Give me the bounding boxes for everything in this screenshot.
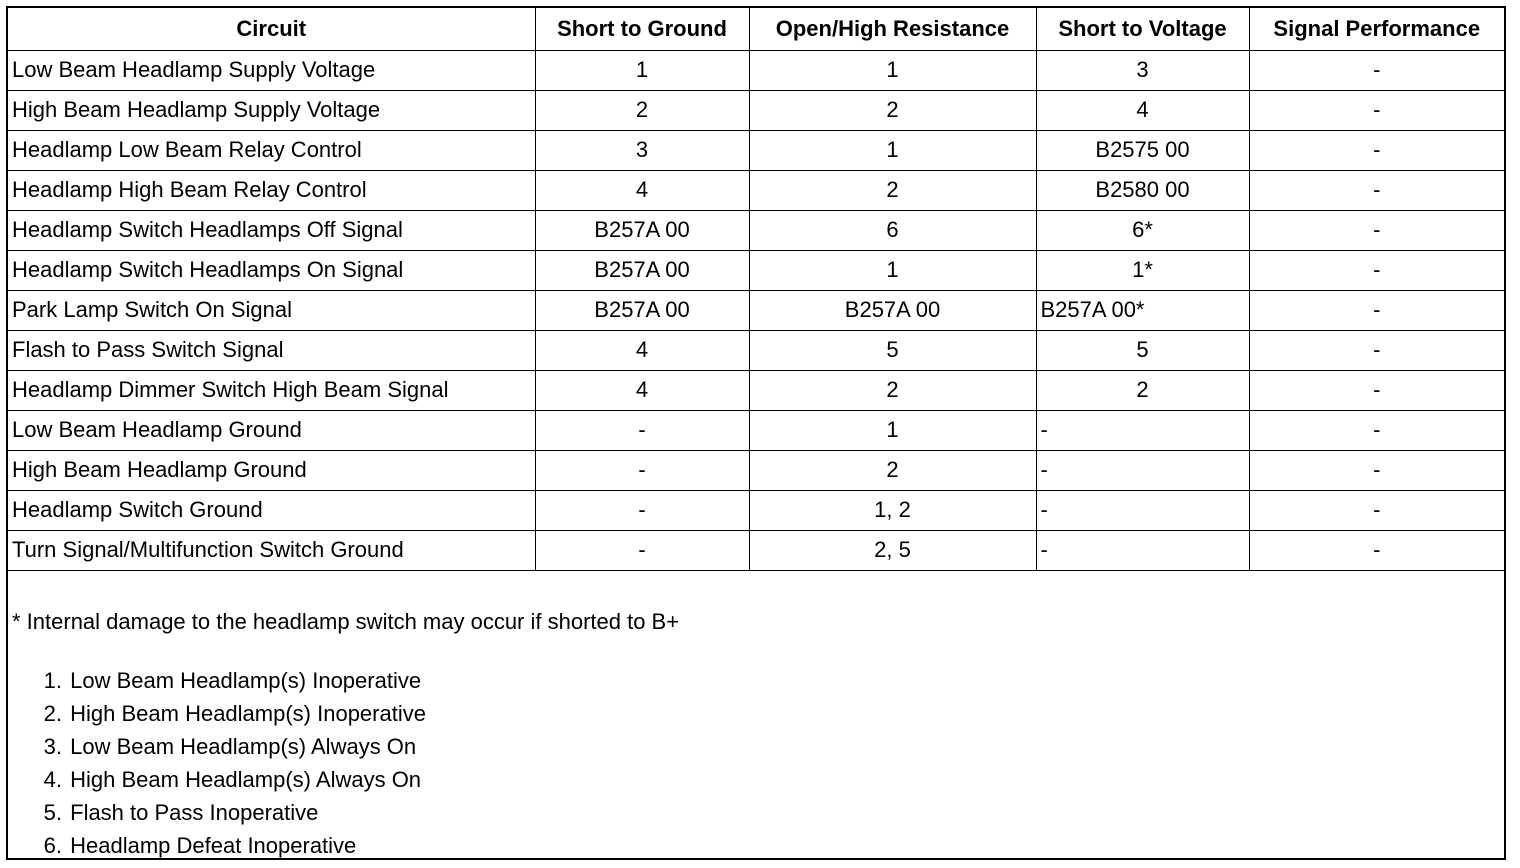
table-row bbox=[8, 130, 1504, 170]
legend-number: 5. bbox=[43, 800, 62, 825]
circuit-cell: Turn Signal/Multifunction Switch Ground bbox=[8, 530, 535, 570]
legend-text: High Beam Headlamp(s) Always On bbox=[70, 767, 422, 792]
table-row bbox=[8, 370, 1504, 410]
signal-performance-cell: - bbox=[1249, 130, 1504, 170]
circuit-cell: Headlamp Dimmer Switch High Beam Signal bbox=[8, 370, 535, 410]
table-row bbox=[8, 330, 1504, 370]
short-to-voltage-cell: B2575 00 bbox=[1036, 130, 1249, 170]
signal-performance-cell: - bbox=[1249, 410, 1504, 450]
signal-performance-cell: - bbox=[1249, 50, 1504, 90]
circuit-cell: Low Beam Headlamp Ground bbox=[8, 410, 535, 450]
legend-text: Headlamp Defeat Inoperative bbox=[70, 833, 357, 858]
table-body bbox=[8, 50, 1504, 570]
short-to-ground-cell: 4 bbox=[535, 170, 749, 210]
table-row bbox=[8, 410, 1504, 450]
open-high-resistance-cell: B257A 00 bbox=[749, 290, 1036, 330]
table-row bbox=[8, 50, 1504, 90]
signal-performance-cell: - bbox=[1249, 290, 1504, 330]
column-header-open-high-resistance: Open/High Resistance bbox=[749, 8, 1036, 50]
short-to-voltage-cell: - bbox=[1036, 450, 1249, 490]
symptom-legend bbox=[8, 664, 426, 862]
circuit-cell: Headlamp Switch Ground bbox=[8, 490, 535, 530]
table-row bbox=[8, 490, 1504, 530]
table-header-row bbox=[8, 8, 1504, 50]
circuit-cell: Flash to Pass Switch Signal bbox=[8, 330, 535, 370]
short-to-voltage-cell: - bbox=[1036, 530, 1249, 570]
table-row bbox=[8, 450, 1504, 490]
circuit-cell: Headlamp Switch Headlamps On Signal bbox=[8, 250, 535, 290]
diagnostic-table-frame bbox=[6, 6, 1506, 860]
short-to-voltage-cell: 5 bbox=[1036, 330, 1249, 370]
signal-performance-cell: - bbox=[1249, 370, 1504, 410]
short-to-ground-cell: B257A 00 bbox=[535, 210, 749, 250]
circuit-cell: High Beam Headlamp Supply Voltage bbox=[8, 90, 535, 130]
table-row bbox=[8, 250, 1504, 290]
signal-performance-cell: - bbox=[1249, 210, 1504, 250]
circuit-cell: Park Lamp Switch On Signal bbox=[8, 290, 535, 330]
short-to-voltage-cell: - bbox=[1036, 410, 1249, 450]
legend-number: 6. bbox=[43, 833, 62, 858]
legend-number: 2. bbox=[43, 701, 62, 726]
signal-performance-cell: - bbox=[1249, 450, 1504, 490]
signal-performance-cell: - bbox=[1249, 250, 1504, 290]
column-header-short-to-voltage: Short to Voltage bbox=[1036, 8, 1249, 50]
circuit-cell: Low Beam Headlamp Supply Voltage bbox=[8, 50, 535, 90]
legend-text: Flash to Pass Inoperative bbox=[70, 800, 319, 825]
circuit-diagnostic-table bbox=[8, 8, 1504, 571]
open-high-resistance-cell: 2, 5 bbox=[749, 530, 1036, 570]
signal-performance-cell: - bbox=[1249, 490, 1504, 530]
short-to-voltage-cell: 2 bbox=[1036, 370, 1249, 410]
open-high-resistance-cell: 2 bbox=[749, 450, 1036, 490]
legend-item bbox=[8, 763, 426, 796]
short-to-voltage-cell: 1* bbox=[1036, 250, 1249, 290]
short-to-voltage-cell: B257A 00* bbox=[1036, 290, 1249, 330]
legend-number: 4. bbox=[43, 767, 62, 792]
short-to-ground-cell: - bbox=[535, 530, 749, 570]
table-row bbox=[8, 170, 1504, 210]
legend-text: High Beam Headlamp(s) Inoperative bbox=[70, 701, 426, 726]
short-to-voltage-cell: 6* bbox=[1036, 210, 1249, 250]
open-high-resistance-cell: 2 bbox=[749, 170, 1036, 210]
column-header-short-to-ground: Short to Ground bbox=[535, 8, 749, 50]
open-high-resistance-cell: 5 bbox=[749, 330, 1036, 370]
circuit-cell: High Beam Headlamp Ground bbox=[8, 450, 535, 490]
legend-text: Low Beam Headlamp(s) Always On bbox=[70, 734, 417, 759]
short-to-voltage-cell: 3 bbox=[1036, 50, 1249, 90]
circuit-cell: Headlamp Low Beam Relay Control bbox=[8, 130, 535, 170]
legend-item bbox=[8, 697, 426, 730]
table-row bbox=[8, 530, 1504, 570]
legend-item bbox=[8, 730, 426, 763]
short-to-ground-cell: - bbox=[535, 450, 749, 490]
notes-section bbox=[8, 600, 1504, 856]
short-to-ground-cell: - bbox=[535, 490, 749, 530]
short-to-ground-cell: 1 bbox=[535, 50, 749, 90]
footnote: * Internal damage to the headlamp switch may occur if shorted to B+ bbox=[12, 609, 680, 634]
legend-number: 1. bbox=[43, 668, 62, 693]
column-header-signal-performance: Signal Performance bbox=[1249, 8, 1504, 50]
legend-item bbox=[8, 829, 426, 862]
short-to-ground-cell: 4 bbox=[535, 370, 749, 410]
open-high-resistance-cell: 1, 2 bbox=[749, 490, 1036, 530]
open-high-resistance-cell: 6 bbox=[749, 210, 1036, 250]
open-high-resistance-cell: 2 bbox=[749, 90, 1036, 130]
signal-performance-cell: - bbox=[1249, 170, 1504, 210]
open-high-resistance-cell: 1 bbox=[749, 250, 1036, 290]
circuit-cell: Headlamp Switch Headlamps Off Signal bbox=[8, 210, 535, 250]
column-header-circuit: Circuit bbox=[8, 8, 535, 50]
open-high-resistance-cell: 2 bbox=[749, 370, 1036, 410]
short-to-ground-cell: 4 bbox=[535, 330, 749, 370]
open-high-resistance-cell: 1 bbox=[749, 130, 1036, 170]
short-to-voltage-cell: - bbox=[1036, 490, 1249, 530]
short-to-ground-cell: B257A 00 bbox=[535, 290, 749, 330]
table-row bbox=[8, 210, 1504, 250]
open-high-resistance-cell: 1 bbox=[749, 50, 1036, 90]
table-row bbox=[8, 290, 1504, 330]
open-high-resistance-cell: 1 bbox=[749, 410, 1036, 450]
short-to-voltage-cell: B2580 00 bbox=[1036, 170, 1249, 210]
signal-performance-cell: - bbox=[1249, 90, 1504, 130]
legend-item bbox=[8, 796, 426, 829]
circuit-cell: Headlamp High Beam Relay Control bbox=[8, 170, 535, 210]
short-to-ground-cell: 3 bbox=[535, 130, 749, 170]
legend-number: 3. bbox=[43, 734, 62, 759]
signal-performance-cell: - bbox=[1249, 530, 1504, 570]
legend-item bbox=[8, 664, 426, 697]
short-to-voltage-cell: 4 bbox=[1036, 90, 1249, 130]
short-to-ground-cell: - bbox=[535, 410, 749, 450]
short-to-ground-cell: 2 bbox=[535, 90, 749, 130]
table-row bbox=[8, 90, 1504, 130]
signal-performance-cell: - bbox=[1249, 330, 1504, 370]
short-to-ground-cell: B257A 00 bbox=[535, 250, 749, 290]
legend-text: Low Beam Headlamp(s) Inoperative bbox=[70, 668, 422, 693]
